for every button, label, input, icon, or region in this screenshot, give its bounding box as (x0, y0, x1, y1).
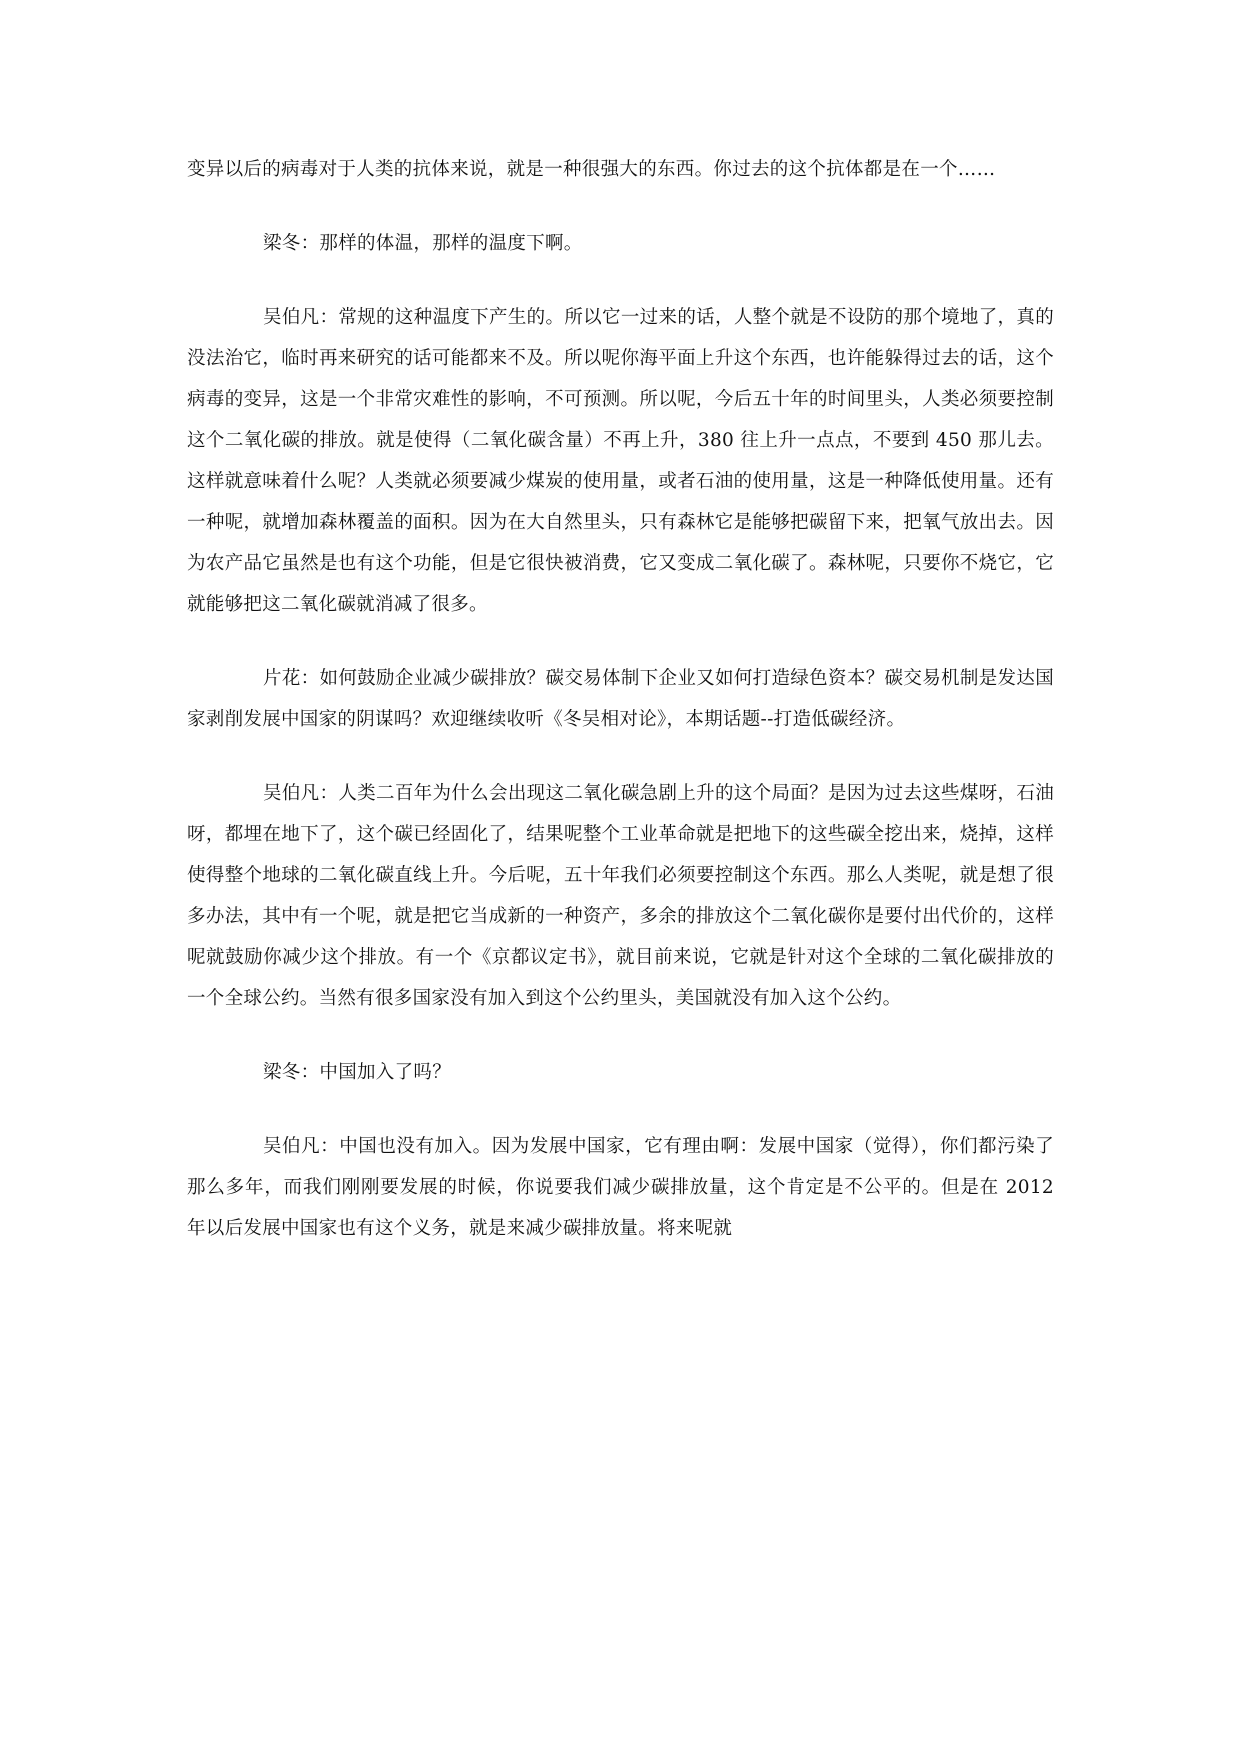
paragraph-gap (187, 740, 1054, 773)
paragraph-wu-bofan-2: 吴伯凡：人类二百年为什么会出现这二氧化碳急剧上升的这个局面？是因为过去这些煤呀，石油呀，都埋在地下了，这个碳已经固化了，结果呢整个工业革命就是把地下的这些碳全挖出来，烧掉，这样使得整个地球的二氧化碳直线上升。今后呢，五十年我们必须要控制这个东西。那么人类呢，就是想了很多办法，其中有一个呢，就是把它当成新的一种资产，多余的排放这个二氧化碳你是要付出代价的，这样呢就鼓励你减少这个排放。有一个《京都议定书》，就目前来说，它就是针对这个全球的二氧化碳排放的一个全球公约。当然有很多国家没有加入到这个公约里头，美国就没有加入这个公约。 (187, 783, 1054, 1009)
paragraph-gap (187, 264, 1054, 297)
paragraph-gap (187, 190, 1054, 223)
paragraph-liang-dong-2: 梁冬：中国加入了吗？ (263, 1062, 452, 1083)
paragraph-gap (187, 1093, 1054, 1126)
document-body (187, 149, 1054, 1249)
paragraph-liang-dong-1: 梁冬：那样的体温，那样的温度下啊。 (263, 233, 583, 254)
paragraph-gap (187, 1019, 1054, 1052)
paragraph-interlude: 片花：如何鼓励企业减少碳排放？碳交易体制下企业又如何打造绿色资本？碳交易机制是发达国家剥削发展中国家的阴谋吗？欢迎继续收听《冬吴相对论》，本期话题--打造低碳经济。 (187, 668, 1054, 730)
paragraph-gap (187, 625, 1054, 658)
paragraph-wu-bofan-1: 吴伯凡：常规的这种温度下产生的。所以它一过来的话，人整个就是不设防的那个境地了，真的没法治它，临时再来研究的话可能都来不及。所以呢你海平面上升这个东西，也许能躲得过去的话，这个病毒的变异，这是一个非常灾难性的影响，不可预测。所以呢，今后五十年的时间里头，人类必须要控制这个二氧化碳的排放。就是使得（二氧化碳含量）不再上升，380 往上升一点点，不要到 450 那儿去。这样就意味着什么呢？人类就必须要减少煤炭的使用量，或者石油的使用量，这是一种降低使用量。还有一种呢，就增加森林覆盖的面积。因为在大自然里头，只有森林它是能够把碳留下来，把氧气放出去。因为农产品它虽然是也有这个功能，但是它很快被消费，它又变成二氧化碳了。森林呢，只要你不烧它，它就能够把这二氧化碳就消减了很多。 (187, 307, 1054, 615)
paragraph-wu-bofan-3: 吴伯凡：中国也没有加入。因为发展中国家，它有理由啊：发展中国家（觉得），你们都污染了那么多年，而我们刚刚要发展的时候，你说要我们减少碳排放量，这个肯定是不公平的。但是在 2012 年以后发展中国家也有这个义务，就是来减少碳排放量。将来呢就 (187, 1136, 1054, 1239)
paragraph-continuation: 变异以后的病毒对于人类的抗体来说，就是一种很强大的东西。你过去的这个抗体都是在一个…… (187, 159, 996, 180)
